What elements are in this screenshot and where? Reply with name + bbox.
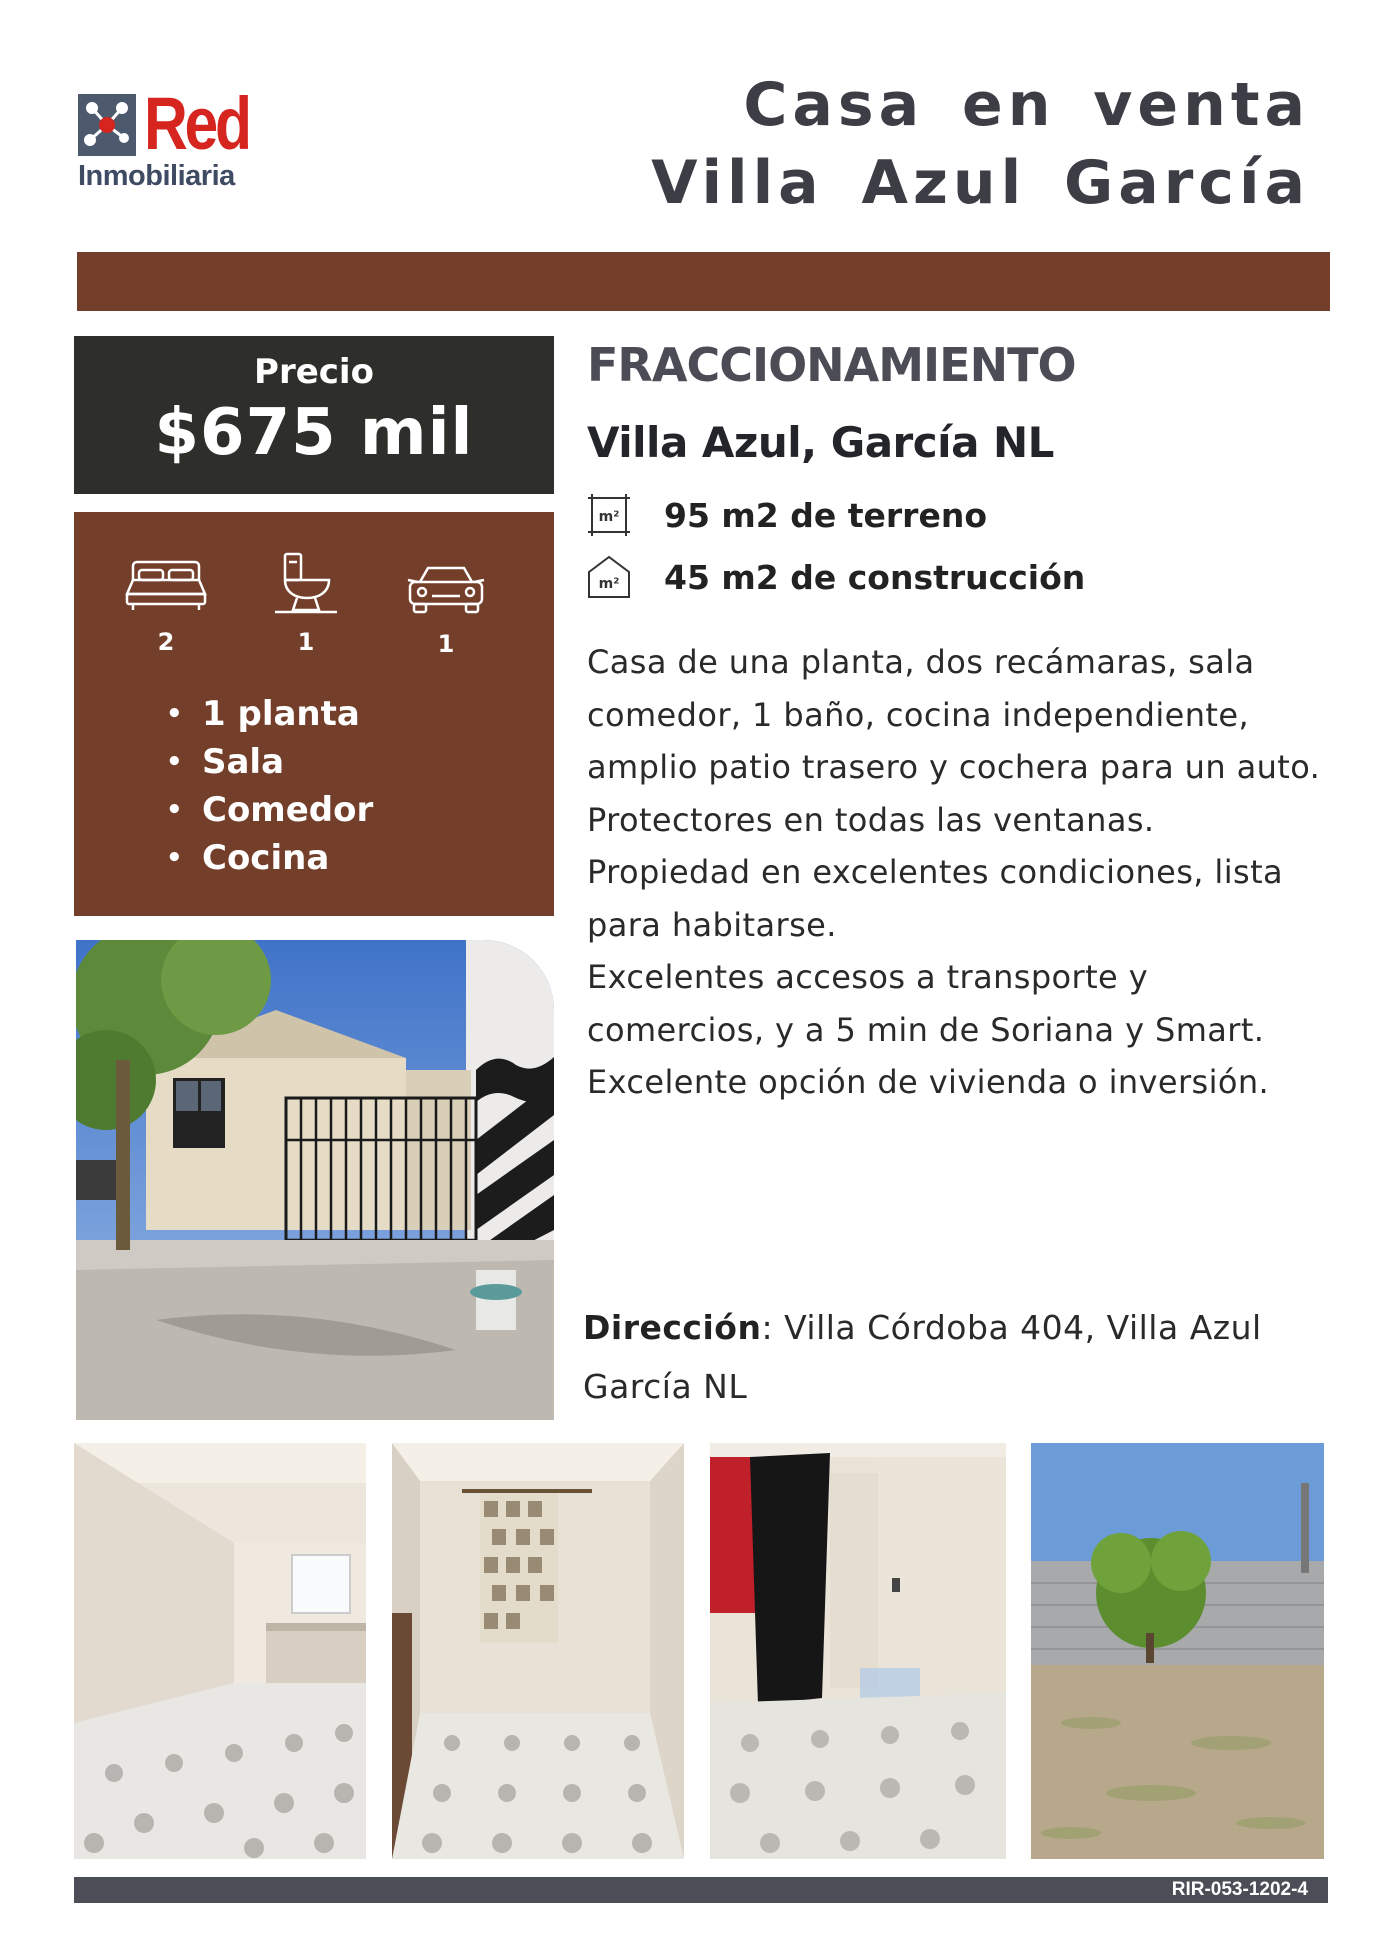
land-area-text: 95 m2 de terreno [664,496,987,535]
logo-subtitle: Inmobiliaria [78,160,235,192]
title-line-2: Villa Azul García [651,148,1310,218]
bedrooms-feature [116,558,216,656]
bedroom-photo [392,1443,684,1859]
bathrooms-count: 1 [297,628,315,656]
features-box [74,512,554,916]
bathrooms-feature [256,550,356,656]
development-name: Villa Azul, García NL [587,418,1054,467]
footer-bar [74,1877,1328,1903]
title-line-1: Casa en venta [743,70,1310,140]
m2-plot-icon [586,492,632,538]
reference-code: RIR-053-1202-4 [1171,1879,1308,1900]
parking-count: 1 [437,630,455,658]
company-logo [78,82,258,200]
backyard-photo [1031,1443,1324,1859]
feature-item: • Sala [202,738,373,786]
development-label: FRACCIONAMIENTO [587,338,1076,392]
description-paragraph-1: Casa de una planta, dos recámaras, sala comedor, 1 baño, cocina independiente, amplio patio trasero y cochera para un auto. Protectores en todas las ventanas. Propiedad en excelentes condiciones, lista para habitarse. [587,643,1321,944]
price-value: $675 mil [154,396,474,470]
hallway-photo [710,1443,1006,1859]
toilet-icon [271,550,341,614]
house-exterior-photo [76,940,554,1420]
feature-item: • 1 planta [202,690,373,738]
parking-feature [396,562,496,658]
address-block [583,1298,1323,1416]
address-label: Dirección [583,1308,762,1347]
logo-brand: Red [144,82,249,165]
built-area-text: 45 m2 de construcción [664,558,1086,597]
header-divider-band [77,252,1330,311]
feature-item: • Cocina [202,834,373,882]
page-title [651,66,1310,222]
address-value: : Villa Córdoba 404, Villa Azul García NL [583,1308,1262,1406]
bed-icon [123,558,209,614]
bedrooms-count: 2 [157,628,175,656]
description-paragraph-2: Excelentes accesos a transporte y comercios, y a 5 min de Soriana y Smart. Excelente opción de vivienda o inversión. [587,958,1270,1101]
svg-text:m²: m² [598,576,620,592]
property-description [587,636,1327,1109]
price-box [74,336,554,494]
kitchen-photo [74,1443,366,1859]
features-list [202,690,373,882]
network-logo-icon [78,94,136,156]
svg-text:m²: m² [598,509,620,525]
m2-house-icon [586,554,632,600]
price-label: Precio [254,352,374,392]
car-icon [406,562,486,616]
feature-item: • Comedor [202,786,373,834]
